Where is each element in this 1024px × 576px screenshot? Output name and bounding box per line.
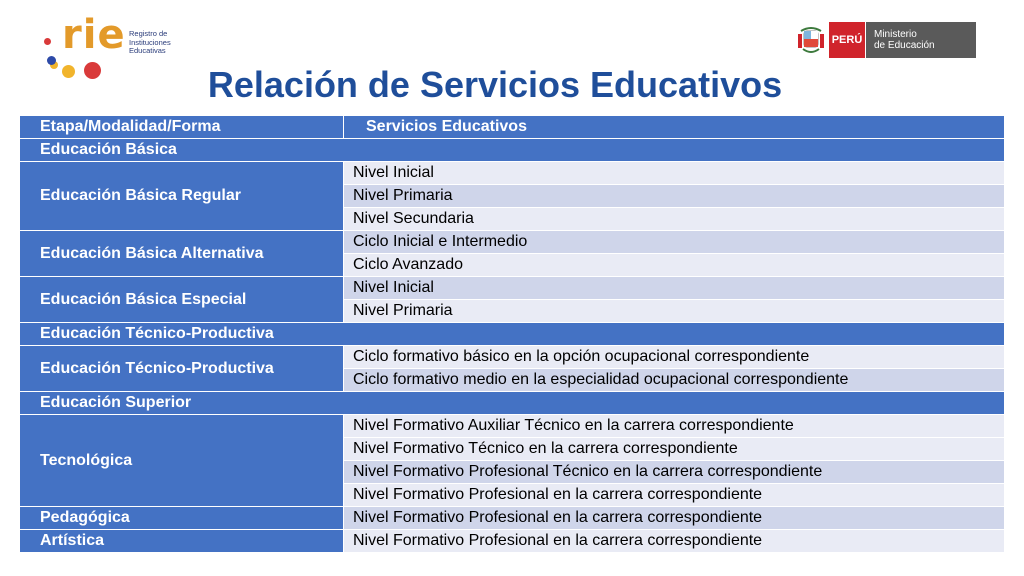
service-cell: Nivel Inicial [344,162,1005,185]
service-cell: Ciclo Avanzado [344,254,1005,277]
ministry-header [797,22,976,58]
service-cell: Nivel Formativo Profesional Técnico en la carrera correspondiente [344,461,1005,484]
section-row [20,139,1005,162]
category-etp: Educación Técnico-Productiva [20,346,344,392]
category-artistica: Artística [20,530,344,553]
category-ebe: Educación Básica Especial [20,277,344,323]
service-cell: Nivel Formativo Auxiliar Técnico en la carrera correspondiente [344,415,1005,438]
service-cell: Nivel Formativo Profesional en la carrera correspondiente [344,530,1005,553]
table-row [20,415,1005,438]
peru-label: PERÚ [829,22,865,58]
table-header-row [20,116,1005,139]
service-cell: Ciclo formativo medio en la especialidad ocupacional correspondiente [344,369,1005,392]
logo-dot-red [44,38,51,45]
table-row [20,346,1005,369]
table-row [20,507,1005,530]
section-row [20,392,1005,415]
service-cell: Ciclo Inicial e Intermedio [344,231,1005,254]
service-cell: Nivel Secundaria [344,208,1005,231]
category-pedagogica: Pedagógica [20,507,344,530]
header-servicios: Servicios Educativos [344,116,1005,139]
category-tecnologica: Tecnológica [20,415,344,507]
service-cell: Ciclo formativo básico en la opción ocupacional correspondiente [344,346,1005,369]
section-basica: Educación Básica [20,139,1005,162]
table-row [20,277,1005,300]
coat-of-arms-icon [797,22,825,58]
category-ebr: Educación Básica Regular [20,162,344,231]
services-table [19,115,1005,553]
table-row [20,231,1005,254]
service-cell: Nivel Formativo Técnico en la carrera correspondiente [344,438,1005,461]
page-title: Relación de Servicios Educativos [207,64,783,105]
service-cell: Nivel Formativo Profesional en la carrera correspondiente [344,484,1005,507]
section-tecnico: Educación Técnico-Productiva [20,323,1005,346]
service-cell: Nivel Formativo Profesional en la carrera correspondiente [344,507,1005,530]
ministry-name: Ministerio de Educación [865,22,976,58]
service-cell: Nivel Inicial [344,277,1005,300]
service-cell: Nivel Primaria [344,185,1005,208]
category-eba: Educación Básica Alternativa [20,231,344,277]
section-superior: Educación Superior [20,392,1005,415]
table-row [20,162,1005,185]
section-row [20,323,1005,346]
logo-subtitle: Registro de Instituciones Educativas [129,29,171,55]
service-cell: Nivel Primaria [344,300,1005,323]
table-row [20,530,1005,553]
header-etapa: Etapa/Modalidad/Forma [20,116,344,139]
logo-word: rie [62,12,126,58]
